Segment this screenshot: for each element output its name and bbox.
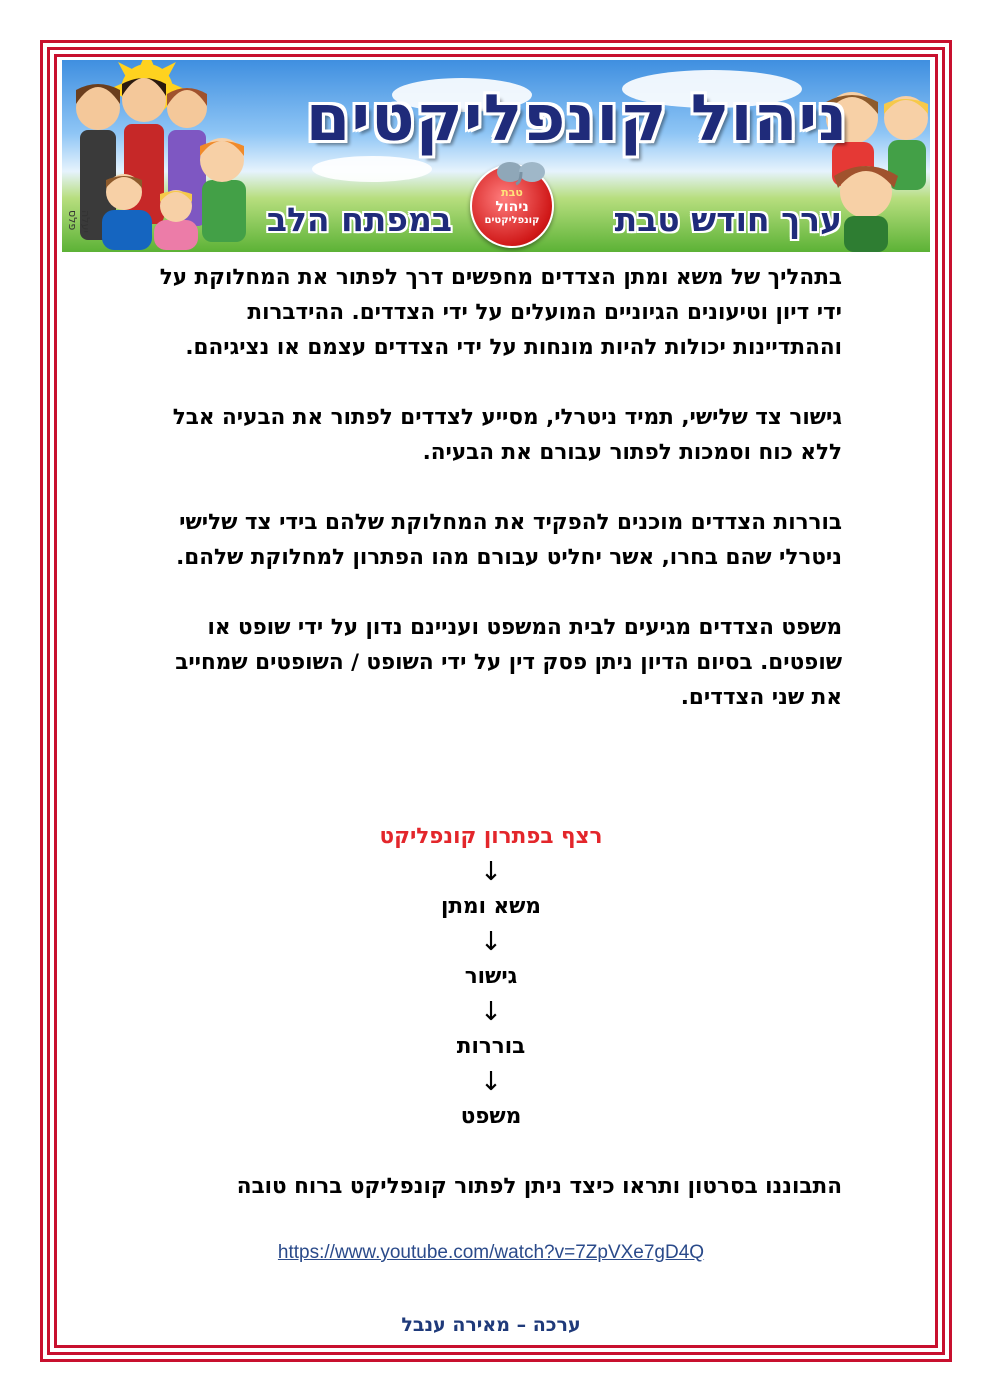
main-text: [140, 260, 842, 750]
editor-credit: ערכה – מאירה ענבל: [401, 1314, 581, 1336]
banner-subtitle-month: ערך חודש טבת: [614, 200, 842, 239]
sequence-step-mediation: גישור: [464, 964, 518, 989]
closing-sentence: התבוננו בסרטון ותראו כיצד ניתן לפתור קונפליקט ברוח טובה: [236, 1174, 842, 1199]
paragraph-mediation: גישור צד שלישי, תמיד ניטרלי, מסייע לצדדים לפתור את הבעיה אבל ללא כוח וסמכות לפתור עבורם את הבעיה.: [172, 405, 842, 465]
logo-line1: ניהול: [495, 199, 529, 215]
youtube-link[interactable]: https://www.youtube.com/watch?v=7ZpVXe7gD4Q: [277, 1242, 705, 1263]
sequence-step-arbitration: בוררות: [456, 1034, 526, 1059]
sequence-step-court: משפט: [460, 1104, 522, 1129]
resolution-sequence: [140, 820, 842, 1134]
paragraph-negotiation: בתהליך של משא ומתן הצדדים מחפשים דרך לפתור את המחלוקת על ידי דיון וטיעונים הגיוניים המועלים על ידי הצדדים. ההידברות וההתדיינות יכולות להיות מונחות על ידי הצדדים עצמם או נציגיהם.: [159, 265, 842, 360]
header-banner: [62, 60, 930, 252]
paragraph-arbitration: בוררות הצדדים מוכנים להפקיד את המחלוקת שלהם בידי צד שלישי ניטרלי שהם בחרו, אשר יחליט עבורם מהו הפתרון למחלוקת שלהם.: [176, 510, 842, 570]
banner-title: ניהול קונפליקטים: [305, 82, 849, 156]
arrow-down-icon: ↓: [480, 1067, 502, 1097]
artist-signature: יעלה פלס: [66, 210, 92, 233]
banner-subtitle-value: במפתח הלב: [266, 200, 452, 239]
arrow-down-icon: ↓: [480, 997, 502, 1027]
elephants-icon: [494, 156, 548, 186]
arrow-down-icon: ↓: [480, 857, 502, 887]
sequence-step-negotiation: משא ומתן: [440, 894, 541, 919]
logo-line2: קונפליקטים: [484, 215, 540, 226]
logo-top-text: טבת: [501, 186, 523, 199]
paragraph-court: משפט הצדדים מגיעים לבית המשפט ועניינם נדון על ידי שופט או שופטים. בסיום הדיון ניתן פסק דין על ידי השופט / השופטים שמחייב את שני הצדדים.: [175, 615, 842, 710]
sequence-title: רצף בפתרון קונפליקט: [379, 824, 603, 849]
arrow-down-icon: ↓: [480, 927, 502, 957]
